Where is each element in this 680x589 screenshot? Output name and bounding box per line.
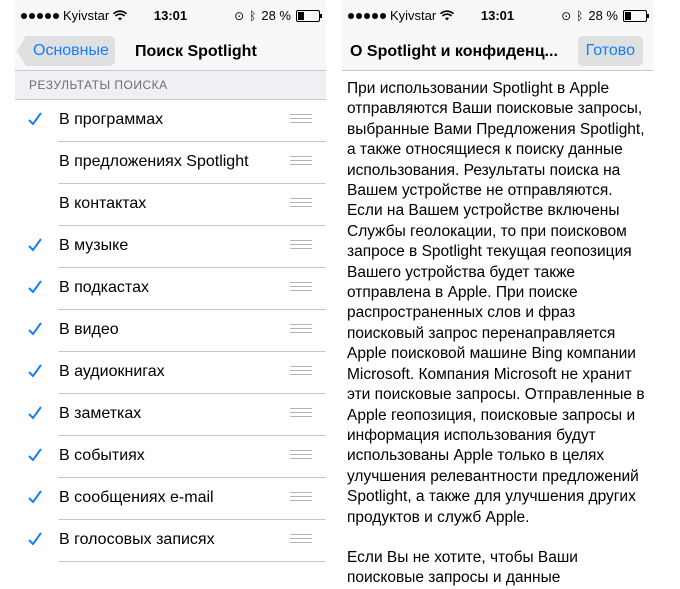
list-item[interactable] <box>15 268 326 310</box>
checkmark-icon <box>28 489 42 505</box>
list-item[interactable] <box>15 394 326 436</box>
status-time: 13:01 <box>480 8 515 23</box>
status-time: 13:01 <box>153 8 188 23</box>
list-item[interactable] <box>15 310 326 352</box>
reorder-handle-icon[interactable] <box>290 366 312 378</box>
status-bar <box>15 0 326 34</box>
list-item-label: В контактах <box>59 195 147 212</box>
done-button[interactable]: Готово <box>578 36 643 66</box>
list-item-label: В музыке <box>59 237 129 254</box>
page-title: Поиск Spotlight <box>135 43 257 60</box>
list-item-label: В предложениях Spotlight <box>59 153 249 170</box>
list-item[interactable] <box>15 520 326 562</box>
battery-icon <box>623 10 647 22</box>
list-item-label: В голосовых записях <box>59 531 215 548</box>
list-item[interactable] <box>15 184 326 226</box>
spotlight-settings-screen <box>15 0 326 571</box>
battery-fill <box>625 12 631 20</box>
privacy-paragraph-2: Если Вы не хотите, чтобы Ваши поисковые запросы и данные <box>347 548 578 587</box>
reorder-handle-icon[interactable] <box>290 324 312 336</box>
privacy-paragraph-1: При использовании Spotlight в Apple отправляются Ваши поисковые запросы, выбранные Вами Предложения Spotlight, а также относящиеся к поиску данные использования. Результаты поиска на Вашем устройстве не отправляются. Если на Вашем устройстве включены Службы геолокации, то при поисковом запросе в Spotlight текущая геопозиция Вашего устройства будет также отправлена в Apple. При поиске распространенных слов и фраз поисковый запрос перенаправляется Apple поисковой машине Bing компании Microsoft. Компания Microsoft не хранит эти поисковые запросы. Отправленные в Apple геопозиция, поисковые запросы и информация использования будут использованы Apple только в целях улучшения релевантности предложений Spotlight, а также для улучшения других продуктов и служб Apple. <box>347 80 645 526</box>
list-item[interactable] <box>15 436 326 478</box>
bluetooth-icon: ᛒ <box>249 8 257 23</box>
list-item[interactable] <box>15 352 326 394</box>
page-title: О Spotlight и конфиденц... <box>350 43 558 60</box>
carrier-name: Kyivstar <box>390 8 437 23</box>
checkmark-icon <box>28 363 42 379</box>
status-right <box>561 8 647 23</box>
checkmark-icon <box>28 447 42 463</box>
list-item-label: В программах <box>59 111 164 128</box>
carrier-name: Kyivstar <box>63 8 110 23</box>
battery-icon <box>296 10 320 22</box>
list-item-label: В подкастах <box>59 279 149 296</box>
checkmark-icon <box>28 405 42 421</box>
checkmark-icon <box>28 111 42 127</box>
list-item-label: В сообщениях e-mail <box>59 489 214 506</box>
reorder-handle-icon[interactable] <box>290 282 312 294</box>
checkmark-icon <box>28 279 42 295</box>
back-chevron-icon <box>17 36 26 66</box>
list-item[interactable] <box>15 100 326 142</box>
reorder-handle-icon[interactable] <box>290 534 312 546</box>
list-item-label: В заметках <box>59 405 142 422</box>
privacy-text <box>342 71 653 589</box>
reorder-handle-icon[interactable] <box>290 492 312 504</box>
reorder-handle-icon[interactable] <box>290 450 312 462</box>
reorder-handle-icon[interactable] <box>290 240 312 252</box>
rotation-lock-icon: ⊙ <box>561 8 572 23</box>
reorder-handle-icon[interactable] <box>290 198 312 210</box>
section-header: РЕЗУЛЬТАТЫ ПОИСКА <box>15 71 326 100</box>
battery-fill <box>298 12 304 20</box>
reorder-handle-icon[interactable] <box>290 114 312 126</box>
search-results-list <box>15 100 326 562</box>
list-item-label: В аудиокнигах <box>59 363 165 380</box>
list-item[interactable] <box>15 478 326 520</box>
checkmark-icon <box>28 237 42 253</box>
back-button-label: Основные <box>33 42 109 59</box>
reorder-handle-icon[interactable] <box>290 408 312 420</box>
bluetooth-icon: ᛒ <box>576 8 584 23</box>
checkmark-icon <box>28 321 42 337</box>
list-item[interactable] <box>15 226 326 268</box>
rotation-lock-icon: ⊙ <box>234 8 245 23</box>
spotlight-privacy-screen <box>342 0 653 587</box>
reorder-handle-icon[interactable] <box>290 156 312 168</box>
navigation-bar <box>15 34 326 71</box>
battery-percent: 28 % <box>261 8 291 23</box>
list-item[interactable] <box>15 142 326 184</box>
navigation-bar <box>342 34 653 71</box>
back-button[interactable] <box>25 36 115 66</box>
status-right <box>234 8 320 23</box>
row-separator <box>58 561 326 562</box>
checkmark-icon <box>28 531 42 547</box>
battery-percent: 28 % <box>588 8 618 23</box>
list-item-label: В видео <box>59 321 119 338</box>
list-item-label: В событиях <box>59 447 145 464</box>
status-bar <box>342 0 653 34</box>
